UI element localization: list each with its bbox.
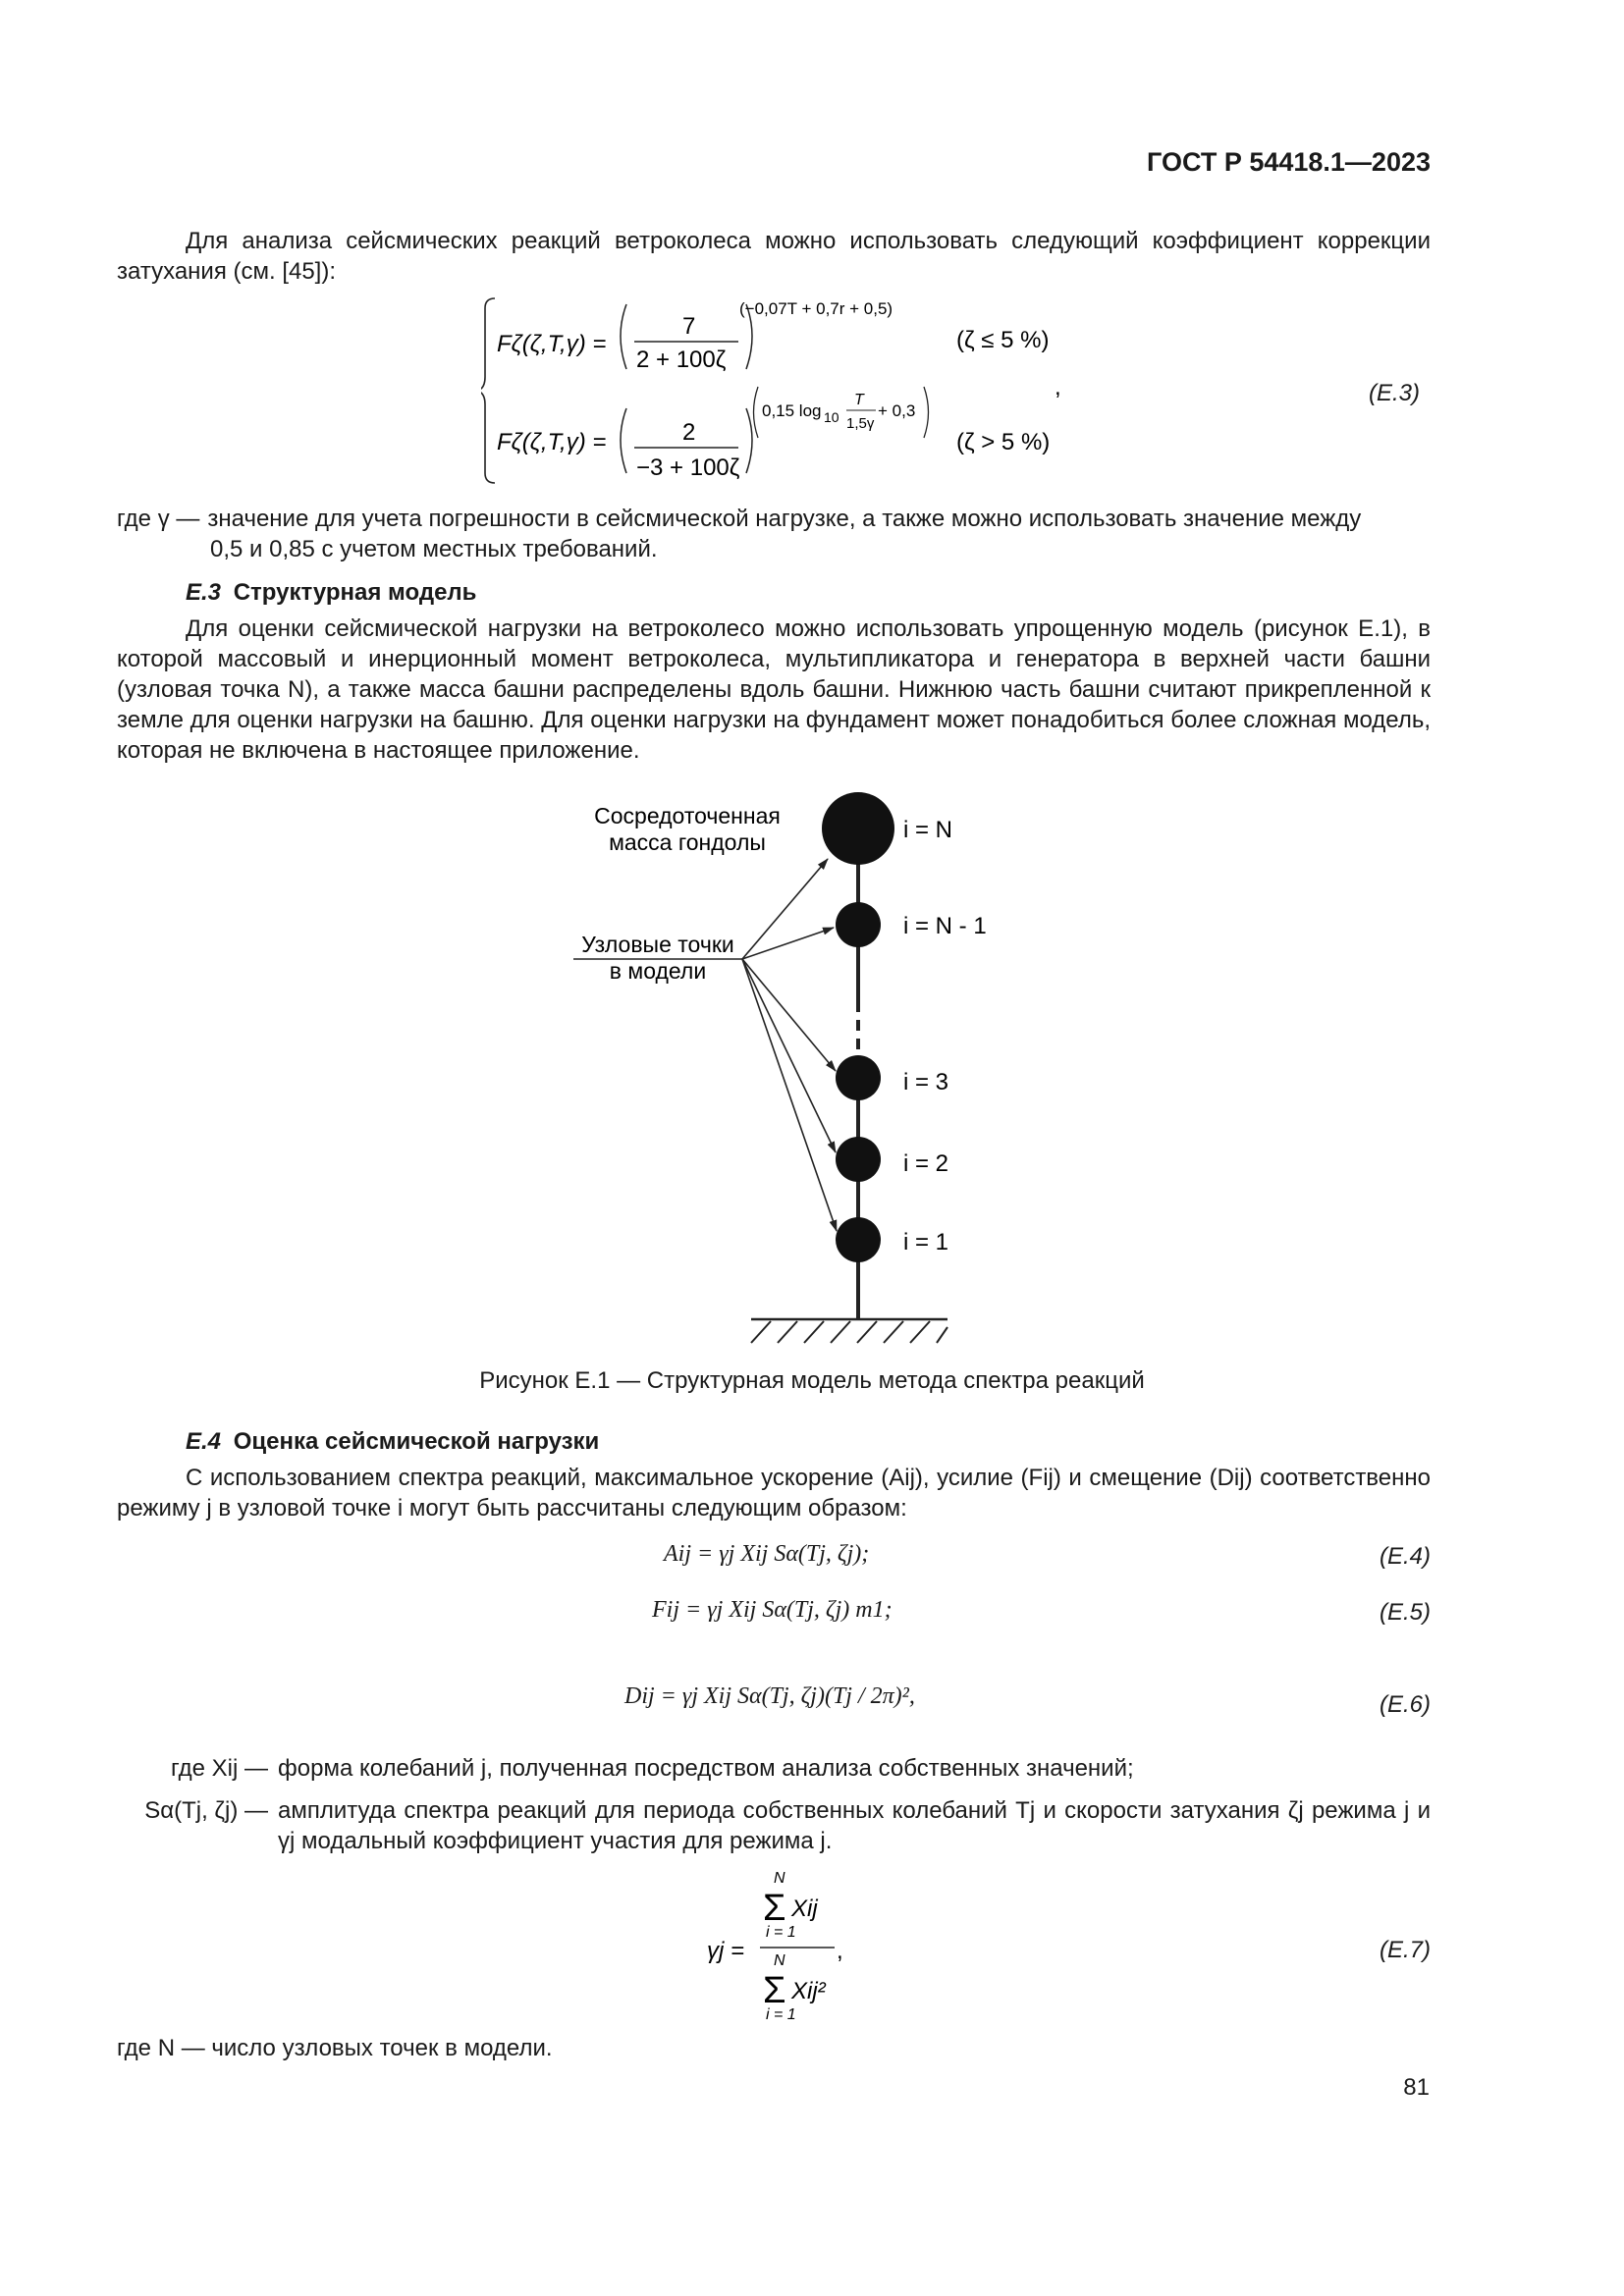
pointer-arrows [742,859,837,1231]
label-nodes-1: Узловые точки [581,932,734,957]
label-node-2: i = 2 [903,1150,949,1177]
node-3 [836,1055,881,1100]
section-e4-heading [186,1428,599,1456]
where-term-s: Sα(Tj, ζj) — [144,1797,268,1824]
e7-den-term: Xij² [791,1978,826,2004]
e3-case1-exp: (−0,07T + 0,7r + 0,5) [739,299,893,318]
node-1 [836,1217,881,1262]
ground-hatch [751,1321,947,1343]
equation-e7-number: (E.7) [1379,1937,1431,1963]
equation-e7-svg [687,1865,884,2032]
section-e4-number: E.4 [186,1428,222,1455]
section-e3-paragraph: Для оценки сейсмической нагрузки на ветроколесо можно использовать упрощенную модель (рисунок E.1), в которой массовый и инерционный момент ветроколеса, мультипликатора и генератора в верхней части башни (узловая точка N), а также масса башни распределены вдоль башни. Нижнюю часть башни считают прикрепленной к земле для оценки нагрузки на башню. Для оценки нагрузки на фундамент может понадобиться более сложная модель, которая не включена в настоящее приложение. [117,615,1431,764]
e7-den-sum-top: N [774,1952,785,1969]
gamma-note-line2: 0,5 и 0,85 с учетом местных требований. [210,536,658,562]
e7-num-sum-top: N [774,1870,785,1887]
section-e3-number: E.3 [186,579,222,606]
label-mass-2: масса гондолы [609,829,766,855]
e7-den-sigma: Σ [763,1970,786,2011]
label-nodes-2: в модели [609,958,707,984]
label-node-1: i = 1 [903,1229,949,1255]
gamma-note [117,504,1431,564]
equation-e6: Dij = γj Xij Sα(Tj, ζj)(Tj / 2π)², [624,1683,915,1709]
e3-case2-exp-a: 0,15 log [762,401,822,420]
equation-e3 [481,293,1434,489]
e7-lhs: γj = [707,1938,745,1964]
equation-e3-svg [481,293,1434,489]
equation-e7 [687,1865,884,2032]
where-text-s: амплитуда спектра реакций для периода собственных колебаний Tj и скорости затухания ζj режима j и γj модальный коэффициент участия для режима j. [278,1797,1431,1854]
section-e4-title: Оценка сейсмической нагрузки [233,1428,600,1455]
equation-e5: Fij = γj Xij Sα(Tj, ζj) m1; [652,1597,893,1623]
e3-lhs-2: Fζ(ζ,T,γ) = [497,429,607,455]
equation-e4-number: (E.4) [1379,1543,1431,1570]
section-e3-heading [186,579,476,607]
label-node-n: i = N [903,817,953,843]
label-mass-1: Сосредоточенная [594,803,781,828]
e3-case2-den: −3 + 100ζ [636,454,740,481]
where-term-x: где Xij — [170,1755,268,1782]
figure-e1 [550,785,1041,1355]
e3-case1-cond: (ζ ≤ 5 %) [956,327,1050,353]
e3-case2-exp-b: + 0,3 [878,401,916,420]
equation-e6-number: (E.6) [1379,1691,1431,1718]
e3-comma: , [1055,374,1061,400]
where-item-x [117,1753,1431,1784]
where-list [117,1753,1431,1856]
e7-num-sum-bottom: i = 1 [766,1924,796,1941]
where-item-s [117,1795,1431,1856]
page-number: 81 [1403,2074,1430,2101]
equation-e4: Aij = γj Xij Sα(Tj, ζj); [664,1541,870,1567]
section-e4-paragraph: С использованием спектра реакций, максимальное ускорение (Aij), усилие (Fij) и смещение (Dij) соответственно режиму j в узловой точке i могут быть рассчитаны следующим образом: [117,1465,1431,1522]
intro-text: Для анализа сейсмических реакций ветроколеса можно использовать следующий коэффициент коррекции затухания (см. [45]): [117,228,1431,285]
document-header: ГОСТ Р 54418.1—2023 [1147,147,1431,177]
equation-e3-number: (E.3) [1368,380,1420,406]
e7-den-sum-bottom: i = 1 [766,2006,796,2023]
figure-e1-svg [550,785,1041,1355]
e3-case2-num: 2 [682,419,696,446]
node-n-minus-1 [836,902,881,947]
e3-case2-cond: (ζ > 5 %) [956,429,1051,455]
nacelle-mass-node [822,792,894,865]
e3-lhs-1: Fζ(ζ,T,γ) = [497,331,607,357]
e3-case1-den: 2 + 100ζ [636,347,727,373]
gamma-note-lead: где γ — [117,506,200,532]
final-note: где N — число узловых точек в модели. [117,2035,553,2061]
e3-case2-exp-frac-den: 1,5γ [846,415,875,432]
label-node-n-minus-1: i = N - 1 [903,913,987,939]
e3-case1-num: 7 [682,313,696,340]
e7-num-term: Xij [791,1896,818,1922]
e7-comma: , [837,1938,843,1964]
label-node-3: i = 3 [903,1069,949,1095]
figure-e1-caption: Рисунок E.1 — Структурная модель метода спектра реакций [479,1367,1145,1394]
e7-num-sigma: Σ [763,1888,786,1929]
equation-e5-number: (E.5) [1379,1599,1431,1626]
node-2 [836,1137,881,1182]
e3-case2-exp-frac-num: T [854,392,864,408]
gamma-note-line1: значение для учета погрешности в сейсмической нагрузке, а также можно использовать значение между [207,506,1362,532]
intro-paragraph [117,226,1431,287]
where-text-x: форма колебаний j, полученная посредством анализа собственных значений; [278,1755,1134,1782]
e3-case2-exp-sub: 10 [824,409,839,425]
section-e3-title: Структурная модель [233,579,477,606]
